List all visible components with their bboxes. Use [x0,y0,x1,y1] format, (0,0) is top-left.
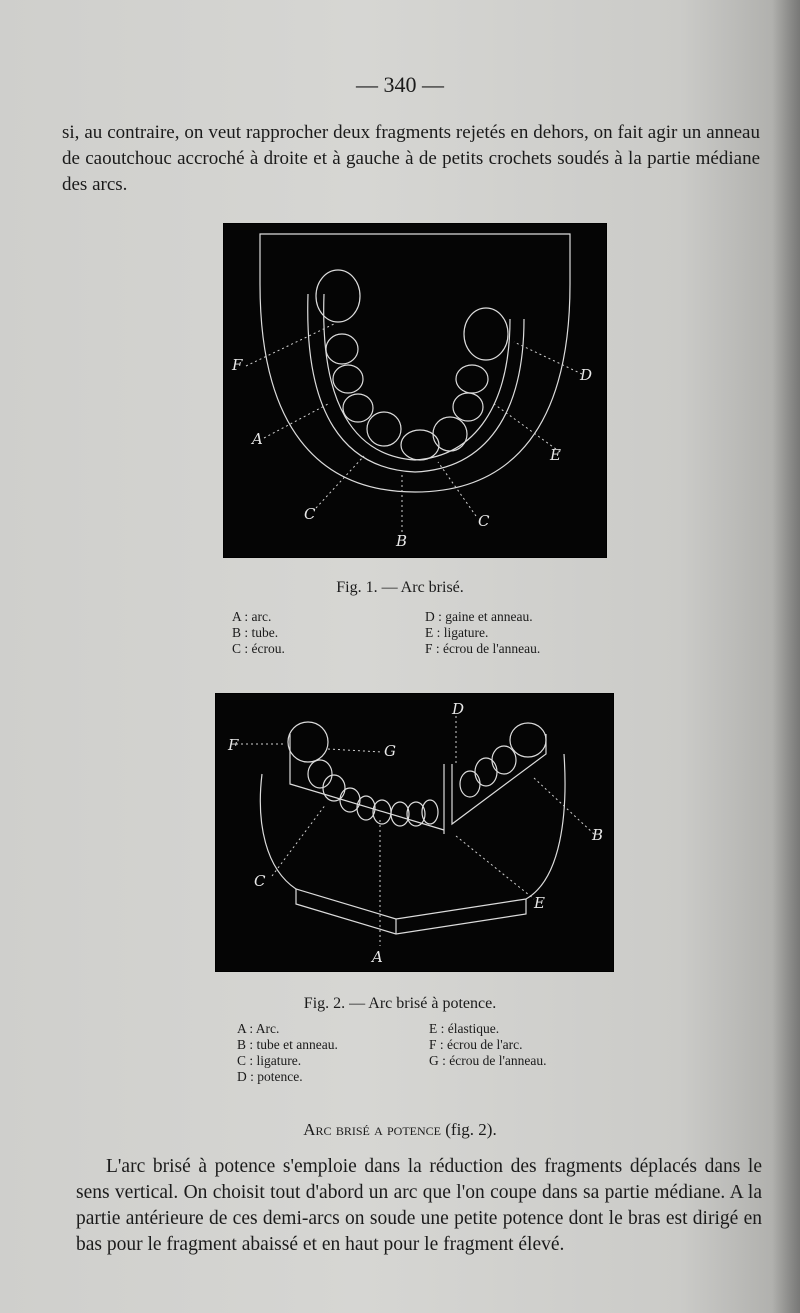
legend-item: F : écrou de l'arc. [429,1037,523,1052]
section-heading [0,1120,800,1140]
figure-1-caption: Fig. 1. — Arc brisé. [336,579,464,596]
figure-2-legend-left [237,1021,338,1085]
intro-paragraph: si, au contraire, on veut rapprocher deux fragments rejetés en dehors, on fait agir un anneau de caoutchouc accroché à droite et à gauche à de petits crochets soudés à la partie médiane des arcs. [62,122,760,195]
inner-arch [308,294,524,472]
fig1-label-c-left: C [304,505,316,523]
legend-item: C : ligature. [237,1053,302,1068]
fig1-label-c-right: C [478,512,490,530]
legend-item: B : tube. [232,625,279,640]
wire-arc [324,294,510,460]
legend-item: B : tube et anneau. [237,1037,338,1052]
legend-item: A : arc. [232,609,272,624]
figure-2-legend-right [429,1021,547,1069]
fig1-label-a: A [252,430,263,448]
figure-2-image [215,693,614,972]
fig2-label-f: F [228,736,239,754]
body-paragraph: L'arc brisé à potence s'emploie dans la réduction des fragments déplacés dans le sens vertical. On choisit tout d'abord un arc que l'on coupe dans sa partie médiane. A la partie antérieure de ces demi-arcs on soude une petite potence dont le bras est dirigé en bas pour le fragment abaissé et en haut pour le fragment élevé. [76,1156,762,1255]
legend-item: C : écrou. [232,641,285,656]
fig1-label-d: D [580,366,593,384]
legend-item: E : ligature. [425,625,489,640]
legend-item: A : Arc. [237,1021,280,1036]
legend-item: G : écrou de l'anneau. [429,1053,547,1068]
arc-wire-left [290,734,444,830]
fig2-label-a: A [372,948,383,966]
legend-item: D : gaine et anneau. [425,609,533,624]
page-number: — 340 — [356,72,444,97]
figure-1-image [223,223,607,558]
figure-1-legend-right [425,609,540,657]
legend-item: F : écrou de l'anneau. [425,641,541,656]
fig2-label-d: D [452,700,465,718]
section-heading-ref: (fig. 2). [445,1120,497,1139]
teeth-left [316,270,439,460]
fig2-label-c: C [254,872,266,890]
legend-item: E : élastique. [429,1021,500,1036]
figure-2-caption: Fig. 2. — Arc brisé à potence. [303,995,497,1012]
legend-item: D : potence. [237,1069,303,1084]
model-base [260,754,565,919]
section-heading-title: Arc brisé a potence [303,1120,441,1139]
fig2-label-e: E [534,894,545,912]
teeth-row [288,722,546,826]
fig1-label-e: E [550,446,561,464]
fig2-label-g: G [384,742,396,760]
page-edge-shadow [772,0,800,1313]
model-base-side [296,889,526,934]
jaw-outline [260,234,570,492]
fig2-label-b: B [592,826,604,844]
fig1-label-b: B [396,532,408,550]
fig1-label-f: F [232,356,243,374]
figure-1-legend-left [232,609,285,657]
